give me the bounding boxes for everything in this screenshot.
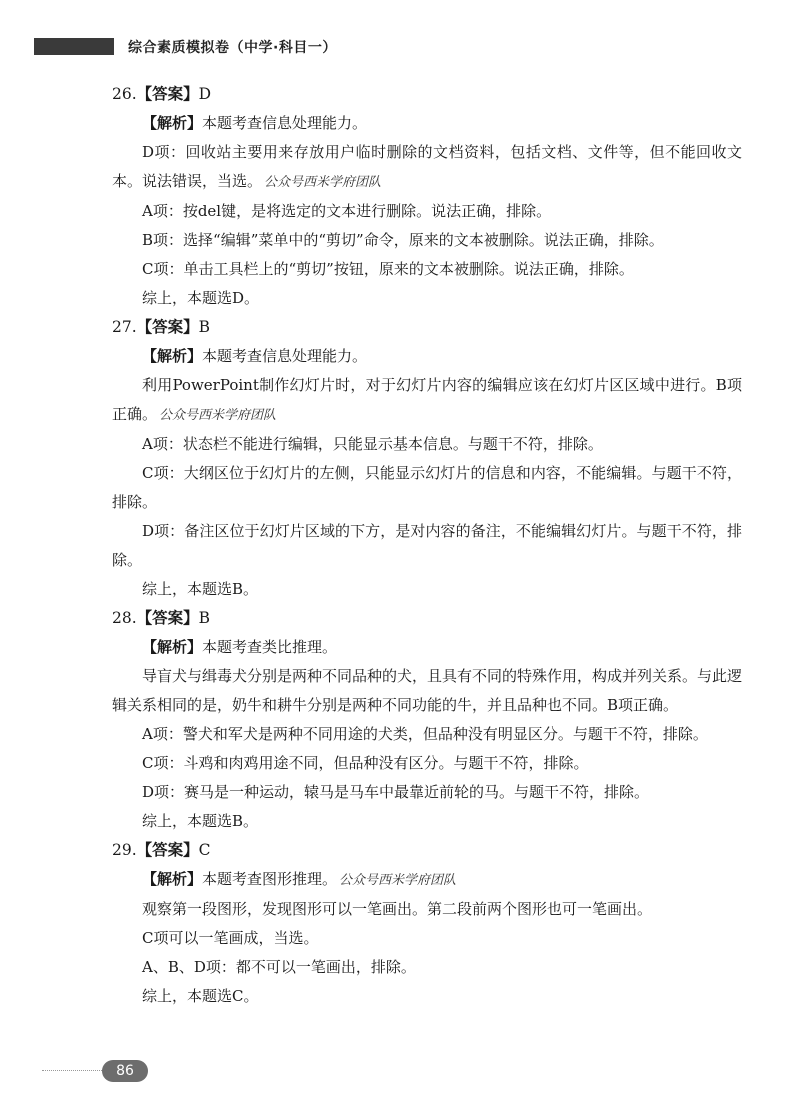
explanation-line: D项：赛马是一种运动，辕马是马车中最靠近前轮的马。与题干不符，排除。: [142, 783, 650, 801]
page-number: 86: [102, 1060, 148, 1082]
question-number: 27.: [112, 318, 137, 336]
explanation-line: D项：备注区位于幻灯片区域的下方，是对内容的备注，不能编辑幻灯片。与题干不符，排除。: [112, 522, 742, 569]
page-header-title: 综合素质模拟卷（中学·科目一）: [128, 40, 337, 56]
answer-tag: 【答案】: [136, 609, 199, 627]
question-number: 26.: [112, 85, 137, 103]
conclusion-line: 综上，本题选D。: [142, 289, 260, 307]
analysis-text: 本题考查图形推理。: [202, 870, 338, 888]
question-26-header: [112, 80, 742, 109]
header-bar: [34, 38, 114, 55]
question-number: 29.: [112, 841, 137, 859]
explanation-line: B项：选择“编辑”菜单中的“剪切”命令，原来的文本被删除。说法正确，排除。: [142, 231, 664, 249]
watermark-text: 公众号西米学府团队: [339, 873, 457, 888]
analysis-tag: 【解析】: [142, 638, 203, 656]
answer-value: B: [198, 318, 211, 336]
answer-value: C: [198, 841, 211, 859]
answer-tag: 【答案】: [136, 318, 199, 336]
analysis-line: [112, 109, 742, 138]
analysis-tag: 【解析】: [142, 347, 203, 365]
question-28-header: [112, 604, 742, 633]
analysis-tag: 【解析】: [142, 870, 203, 888]
explanation-line: C项：斗鸡和肉鸡用途不同，但品种没有区分。与题干不符，排除。: [142, 754, 589, 772]
explanation-line: A、B、D项：都不可以一笔画出，排除。: [142, 958, 416, 976]
answer-tag: 【答案】: [136, 841, 199, 859]
analysis-text: 本题考查信息处理能力。: [202, 347, 368, 365]
conclusion-line: 综上，本题选B。: [142, 580, 259, 598]
explanation-line: 导盲犬与缉毒犬分别是两种不同品种的犬，且具有不同的特殊作用，构成并列关系。与此逻辑关系相同的是，奶牛和耕牛分别是两种不同功能的牛，并且品种也不同。B项正确。: [112, 667, 743, 714]
conclusion-line: 综上，本题选C。: [142, 987, 259, 1005]
explanation-line: A项：警犬和军犬是两种不同用途的犬类，但品种没有明显区分。与题干不符，排除。: [142, 725, 708, 743]
watermark-text: 公众号西米学府团队: [159, 408, 277, 423]
question-27-header: [112, 313, 742, 342]
analysis-line: [112, 633, 742, 662]
analysis-line: [112, 865, 742, 895]
answer-value: D: [198, 85, 212, 103]
analysis-text: 本题考查信息处理能力。: [202, 114, 368, 132]
explanation-line: A项：状态栏不能进行编辑，只能显示基本信息。与题干不符，排除。: [142, 435, 603, 453]
explanation-line: C项可以一笔画成，当选。: [142, 929, 319, 947]
explanation-line: A项：按del键，是将选定的文本进行删除。说法正确，排除。: [142, 202, 552, 220]
question-number: 28.: [112, 609, 137, 627]
question-29-header: [112, 836, 742, 865]
analysis-line: [112, 342, 742, 371]
explanation-line: C项：单击工具栏上的“剪切”按钮，原来的文本被删除。说法正确，排除。: [142, 260, 634, 278]
conclusion-line: 综上，本题选B。: [142, 812, 259, 830]
analysis-tag: 【解析】: [142, 114, 203, 132]
explanation-line: C项：大纲区位于幻灯片的左侧，只能显示幻灯片的信息和内容，不能编辑。与题干不符，排除。: [112, 464, 742, 511]
explanation-line: [112, 138, 742, 197]
explanation-text: 利用PowerPoint制作幻灯片时，对于幻灯片内容的编辑应该在幻灯片区区域中进行。B项正确。: [112, 376, 742, 423]
explanation-line: 观察第一段图形，发现图形可以一笔画出。第二段前两个图形也可一笔画出。: [142, 900, 653, 918]
explanation-text: D项：回收站主要用来存放用户临时删除的文档资料，包括文档、文件等，但不能回收文本。说法错误，当选。: [112, 143, 742, 190]
answer-tag: 【答案】: [136, 85, 199, 103]
answer-content: [112, 80, 742, 1011]
answer-value: B: [198, 609, 211, 627]
watermark-text: 公众号西米学府团队: [264, 175, 382, 190]
analysis-text: 本题考查类比推理。: [202, 638, 338, 656]
explanation-line: [112, 371, 742, 430]
